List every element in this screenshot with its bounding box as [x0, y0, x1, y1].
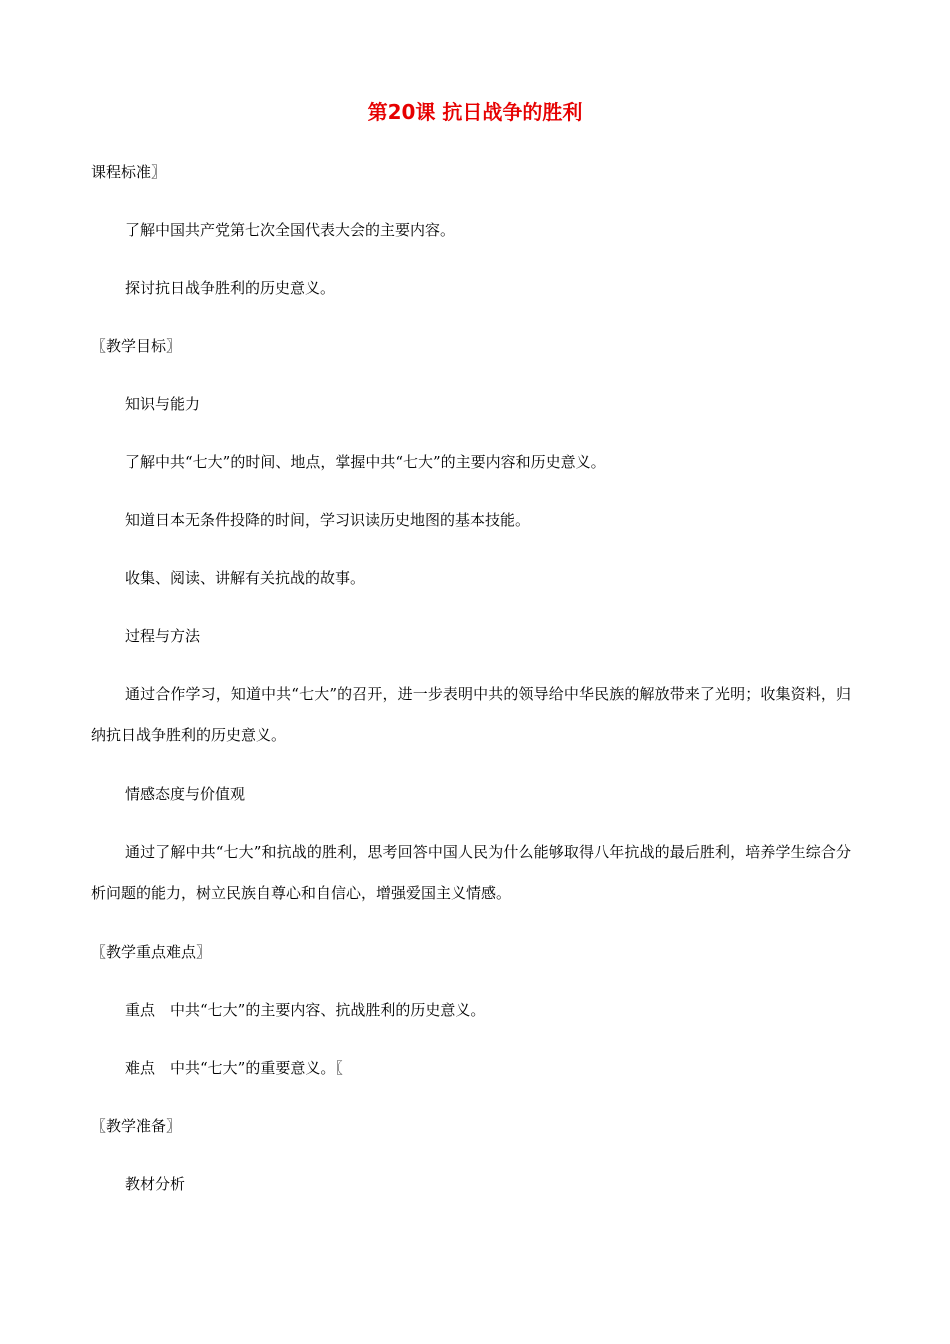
emotion-values-heading: 情感态度与价值观 — [125, 785, 246, 803]
teaching-objectives-heading: 〖教学目标〗 — [91, 337, 182, 355]
difficult-point-line: 难点 中共“七大”的重要意义。〖 — [125, 1059, 343, 1077]
emotion-values-paragraph: 通过了解中共“七大”和抗战的胜利，思考回答中国人民为什么能够取得八年抗战的最后胜利，培养学生综合分析问题的能力，树立民族自尊心和自信心，增强爱国主义情感。 — [91, 843, 851, 902]
curriculum-standard-heading: 课程标准〗 — [91, 163, 167, 181]
preparation-heading: 〖教学准备〗 — [91, 1117, 182, 1135]
knowledge-ability-heading: 知识与能力 — [125, 395, 201, 413]
preparation-item: 教材分析 — [125, 1175, 186, 1193]
knowledge-item: 了解中共“七大”的时间、地点，掌握中共“七大”的主要内容和历史意义。 — [125, 453, 606, 471]
document-title: 第20课 抗日战争的胜利 — [367, 100, 583, 124]
process-method-heading: 过程与方法 — [125, 627, 201, 645]
knowledge-item: 知道日本无条件投降的时间，学习识读历史地图的基本技能。 — [125, 511, 531, 529]
curriculum-standard-item: 了解中国共产党第七次全国代表大会的主要内容。 — [125, 221, 456, 239]
process-method-paragraph: 通过合作学习，知道中共“七大”的召开，进一步表明中共的领导给中华民族的解放带来了光明；收集资料，归纳抗日战争胜利的历史意义。 — [91, 685, 851, 744]
knowledge-item: 收集、阅读、讲解有关抗战的故事。 — [125, 569, 366, 587]
curriculum-standard-item: 探讨抗日战争胜利的历史意义。 — [125, 279, 336, 297]
key-point-line: 重点 中共“七大”的主要内容、抗战胜利的历史意义。 — [125, 1001, 486, 1019]
key-difficult-heading: 〖教学重点难点〗 — [91, 943, 212, 961]
